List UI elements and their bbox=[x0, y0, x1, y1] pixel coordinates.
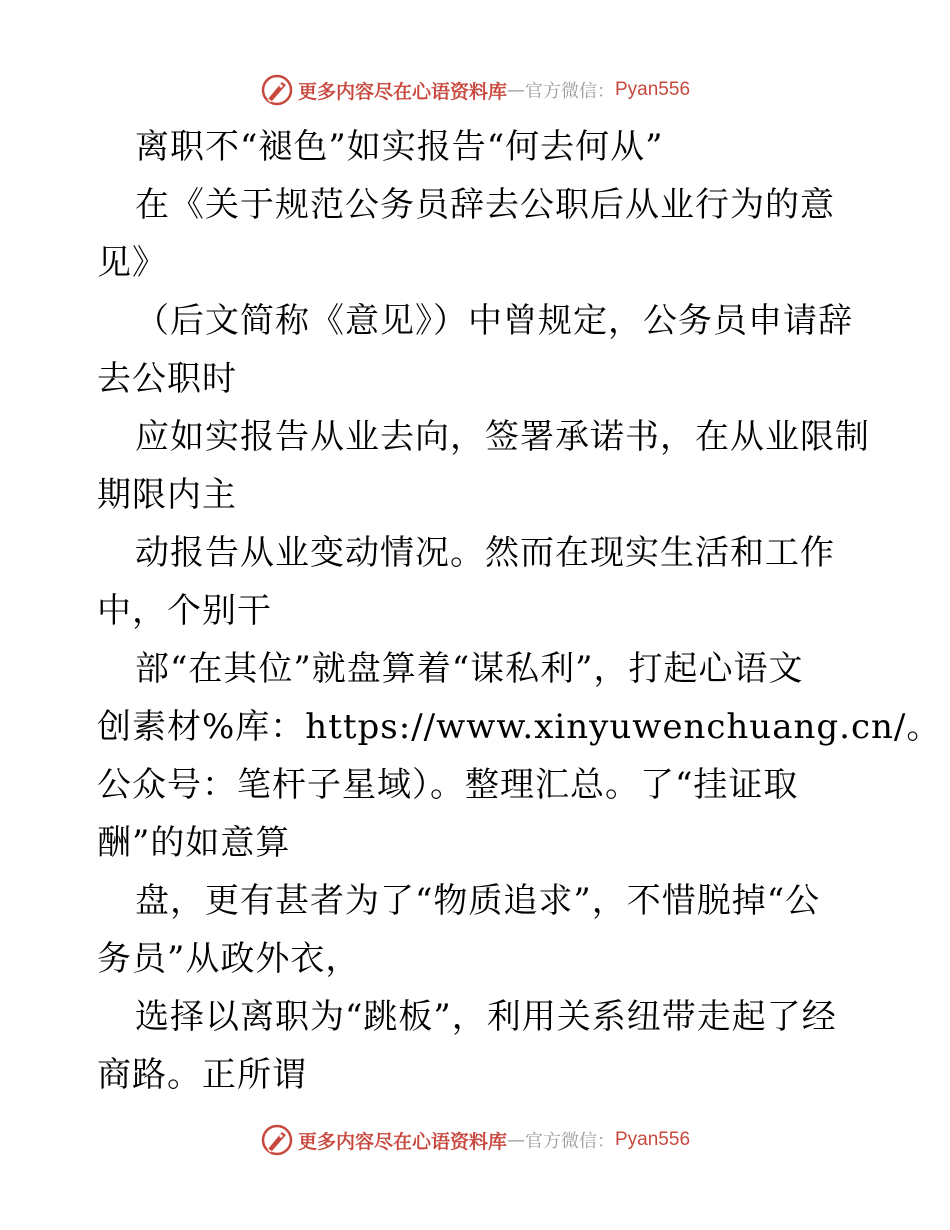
document-line: 中，个别干 bbox=[97, 591, 272, 631]
pen-nib-logo-icon bbox=[260, 1123, 294, 1157]
document-line: 部“在其位”就盘算着“谋私利”，打起心语文 bbox=[135, 649, 804, 689]
document-line: 去公职时 bbox=[97, 359, 237, 399]
document-line: 离职不“褪色”如实报告“何去何从” bbox=[135, 127, 664, 167]
watermark-dash: — bbox=[507, 79, 525, 101]
document-line: 务员”从政外衣， bbox=[97, 939, 361, 979]
document-line: 在《关于规范公务员辞去公职后从业行为的意 bbox=[135, 185, 835, 225]
document-line: 见》 bbox=[97, 243, 167, 283]
footer-watermark bbox=[0, 1120, 950, 1160]
document-line: 酬”的如意算 bbox=[97, 823, 291, 863]
document-line: 公众号：笔杆子星域）。整理汇总。了“挂证取 bbox=[97, 765, 799, 805]
document-line: 动报告从业变动情况。然而在现实生活和工作 bbox=[135, 533, 835, 573]
watermark-dash: — bbox=[507, 1129, 525, 1151]
watermark-main-text: 更多内容尽在心语资料库 bbox=[297, 80, 507, 103]
document-line: （后文简称《意见》）中曾规定，公务员申请辞 bbox=[135, 301, 853, 341]
document-line: 选择以离职为“跳板”，利用关系纽带走起了经 bbox=[135, 997, 837, 1037]
watermark-id: Pyan556 bbox=[615, 1129, 691, 1150]
document-body bbox=[97, 118, 942, 1104]
watermark-label: 官方微信： bbox=[525, 1131, 615, 1152]
pen-nib-logo-icon bbox=[260, 73, 294, 107]
document-line: 应如实报告从业去向，签署承诺书，在从业限制 bbox=[135, 417, 870, 457]
document-line: 期限内主 bbox=[97, 475, 237, 515]
document-line: 商路。正所谓 bbox=[97, 1055, 307, 1095]
watermark-label: 官方微信： bbox=[525, 81, 615, 102]
watermark-main-text: 更多内容尽在心语资料库 bbox=[297, 1130, 507, 1153]
watermark-id: Pyan556 bbox=[615, 79, 691, 100]
document-line: 创素材%库：https://www.xinyuwenchuang.cn/。 bbox=[97, 707, 942, 747]
document-line: 盘，更有甚者为了“物质追求”，不惜脱掉“公 bbox=[135, 881, 821, 921]
header-watermark bbox=[0, 70, 950, 110]
